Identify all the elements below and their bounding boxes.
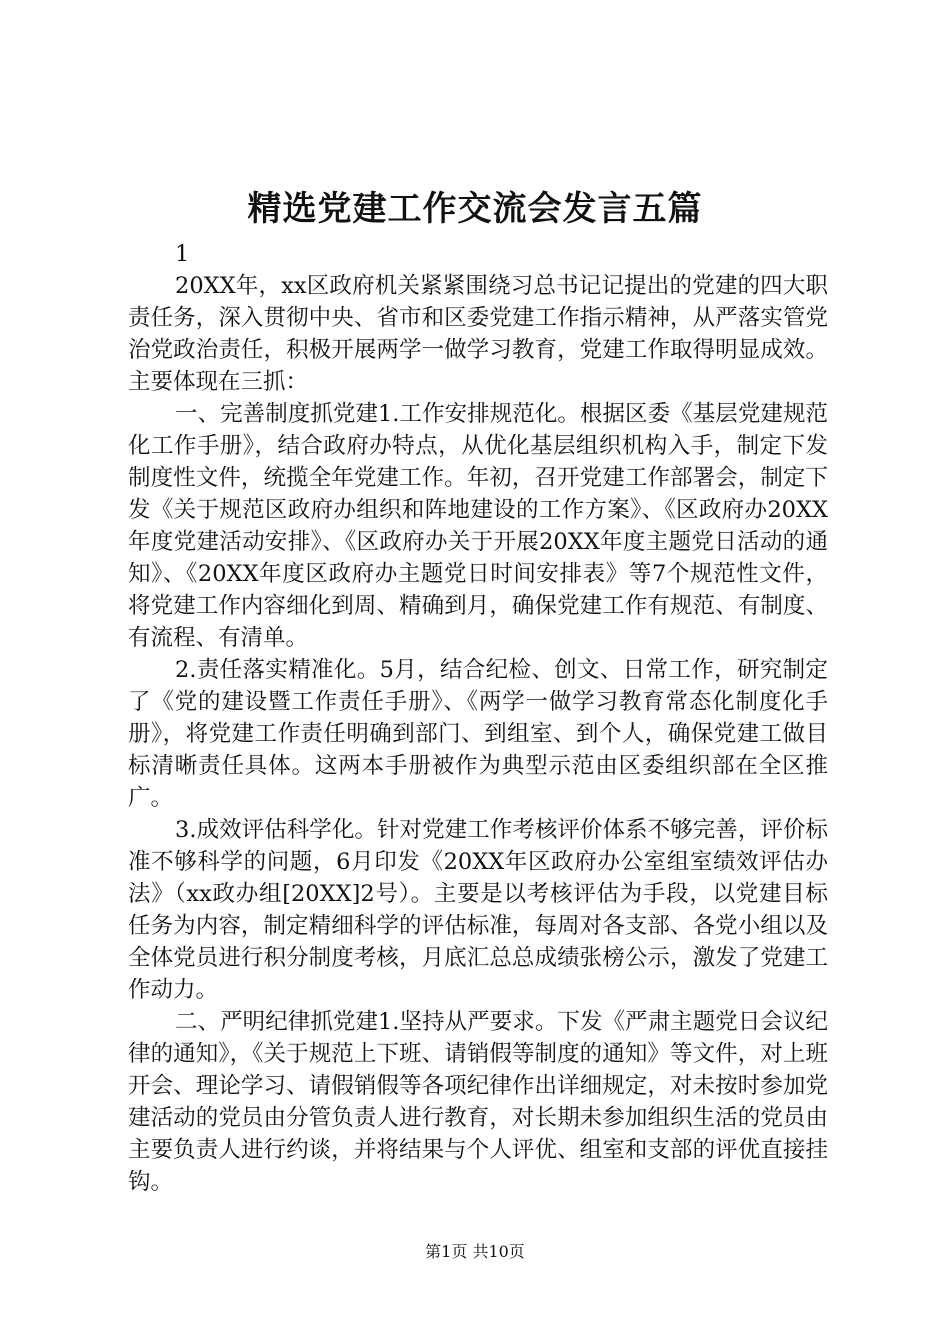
paragraph: 一、完善制度抓党建1.工作安排规范化。根据区委《基层党建规范化工作手册》，结合政府办特点，从优化基层组织机构入手，制定下发制度性文件，统揽全年党建工作。年初，召开党建工作部署会，制定下发《关于规范区政府办组织和阵地建设的工作方案》、《区政府办20XX年度党建活动安排》、《区政府办关于开展20XX年度主题党日活动的通知》、《20XX年度区政府办主题党日时间安排表》等7个规范性文件，将党建工作内容细化到周、精确到月，确保党建工作有规范、有制度、有流程、有清单。 [128,401,828,651]
page-footer: 第1页 共10页 [425,1242,525,1261]
paragraph: 3.成效评估科学化。针对党建工作考核评价体系不够完善，评价标准不够科学的问题，6月印发《20XX年区政府办公室组室绩效评估办法》（xx政办组[20XX]2号）。主要是以考核评估为手段，以党建目标任务为内容，制定精细科学的评估标准，每周对各支部、各党小组以及全体党员进行积分制度考核，月底汇总总成绩张榜公示，激发了党建工作动力。 [128,817,828,1003]
paragraph: 二、严明纪律抓党建1.坚持从严要求。下发《严肃主题党日会议纪律的通知》，《关于规范上下班、请销假等制度的通知》等文件，对上班开会、理论学习、请假销假等各项纪律作出详细规定，对未按时参加党建活动的党员由分管负责人进行教育，对长期未参加组织生活的党员由主要负责人进行约谈，并将结果与个人评优、组室和支部的评优直接挂钩。 [128,1009,828,1195]
document-title: 精选党建工作交流会发言五篇 [247,189,703,229]
paragraph: 20XX年，xx区政府机关紧紧围绕习总书记记提出的党建的四大职责任务，深入贯彻中央、省市和区委党建工作指示精神，从严落实管党治党政治责任，积极开展两学一做学习教育，党建工作取得明显成效。主要体现在三抓： [128,273,828,395]
section-number: 1 [175,241,190,267]
document-body [128,238,828,1198]
paragraph: 2.责任落实精准化。5月，结合纪检、创文、日常工作，研究制定了《党的建设暨工作责任手册》、《两学一做学习教育常态化制度化手册》，将党建工作责任明确到部门、到组室、到个人，确保党建工做目标清晰责任具体。这两本手册被作为典型示范由区委组织部在全区推广。 [128,657,828,811]
